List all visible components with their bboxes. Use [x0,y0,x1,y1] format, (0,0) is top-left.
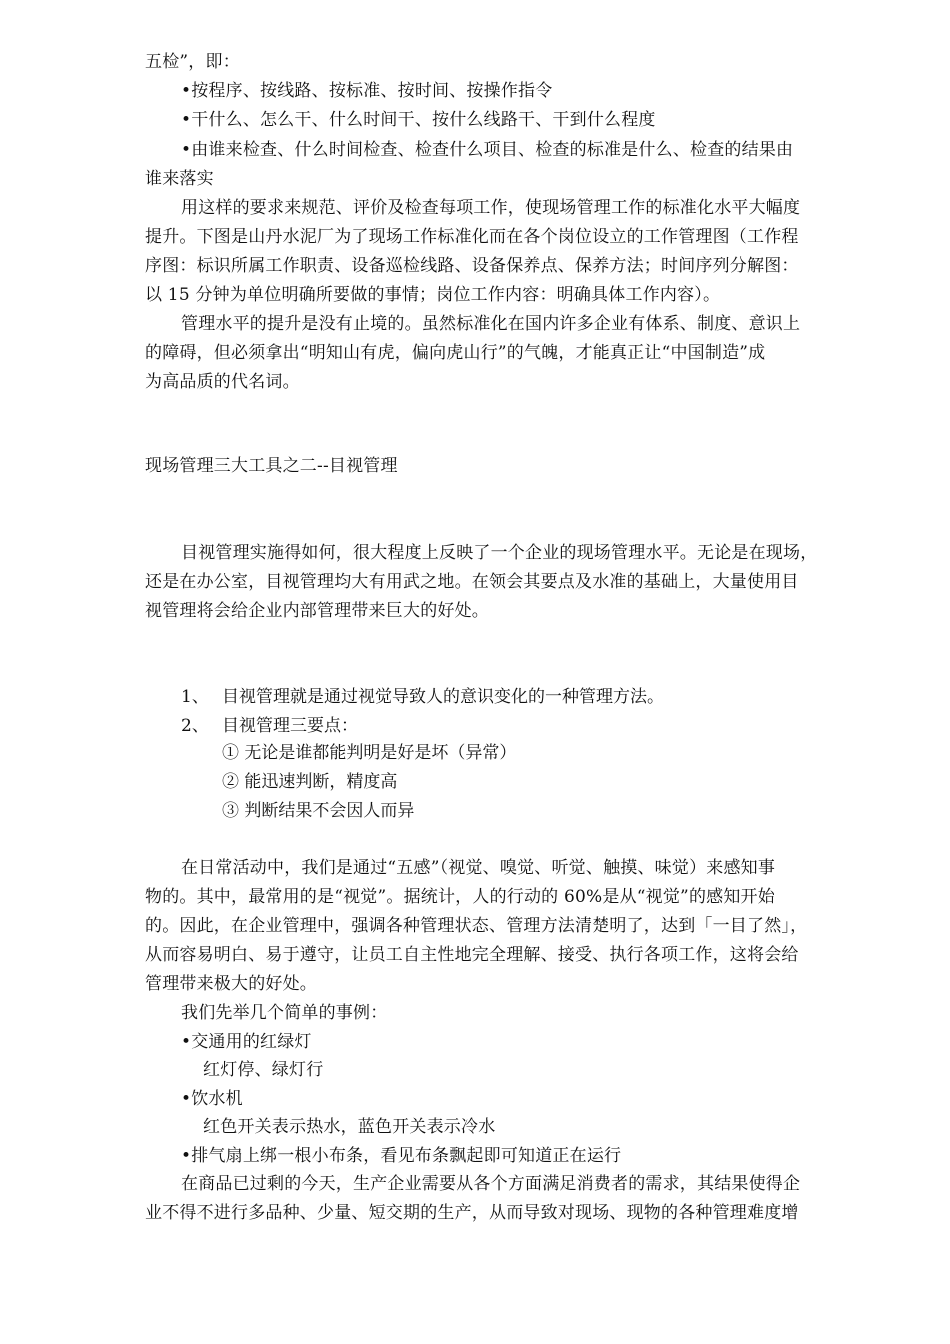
paragraph-line: 视管理将会给企业内部管理带来巨大的好处。 [145,601,489,621]
paragraph-line: 在日常活动中，我们是通过“五感”（视觉、嗅觉、听觉、触摸、味觉）来感知事 [181,858,776,878]
bullet-item: •由谁来检查、什么时间检查、检查什么项目、检查的标准是什么、检查的结果由 [181,140,794,160]
bullet-subtext: 红色开关表示热水，蓝色开关表示冷水 [203,1117,496,1137]
sub-list-item: ③ 判断结果不会因人而异 [222,801,415,821]
bullet-item: •干什么、怎么干、什么时间干、按什么线路干、干到什么程度 [181,110,656,130]
list-item: 目视管理三要点： [222,716,358,736]
paragraph-line: 我们先举几个简单的事例： [181,1003,388,1023]
paragraph-line: 在商品已过剩的今天，生产企业需要从各个方面满足消费者的需求，其结果使得企 [181,1174,801,1194]
bullet-item: •按程序、按线路、按标准、按时间、按操作指令 [181,81,553,101]
paragraph-line: 以 15 分钟为单位明确所要做的事情；岗位工作内容：明确具体工作内容）。 [145,285,721,305]
paragraph-line: 序图：标识所属工作职责、设备巡检线路、设备保养点、保养方法；时间序列分解图： [145,256,799,276]
bullet-item: •饮水机 [181,1089,243,1109]
paragraph-line: 管理带来极大的好处。 [145,974,317,994]
list-number: 2、 [181,716,209,736]
sub-list-item: ① 无论是谁都能判明是好是坏（异常） [222,743,517,763]
paragraph-line: 提升。下图是山丹水泥厂为了现场工作标准化而在各个岗位设立的工作管理图（工作程 [145,227,799,247]
paragraph-line: 五检”，即： [145,52,240,72]
paragraph-line: 物的。其中，最常用的是“视觉”。据统计，人的行动的 60%是从“视觉”的感知开始 [145,887,775,907]
section-heading: 现场管理三大工具之二--目视管理 [145,456,398,476]
paragraph-line: 业不得不进行多品种、少量、短交期的生产，从而导致对现场、现物的各种管理难度增 [145,1203,799,1223]
paragraph-line: 的障碍，但必须拿出“明知山有虎，偏向虎山行”的气魄，才能真正让“中国制造”成 [145,343,766,363]
paragraph-line: 用这样的要求来规范、评价及检查每项工作，使现场管理工作的标准化水平大幅度 [181,198,801,218]
bullet-subtext: 红灯停、绿灯行 [203,1060,324,1080]
list-number: 1、 [181,687,209,707]
paragraph-line: 管理水平的提升是没有止境的。虽然标准化在国内许多企业有体系、制度、意识上 [181,314,801,334]
paragraph-line: 的。因此，在企业管理中，强调各种管理状态、管理方法清楚明了，达到「一目了然」， [145,916,808,936]
paragraph-line: 从而容易明白、易于遵守，让员工自主性地完全理解、接受、执行各项工作，这将会给 [145,945,799,965]
list-item: 目视管理就是通过视觉导致人的意识变化的一种管理方法。 [222,687,664,707]
paragraph-line: 谁来落实 [145,169,214,189]
bullet-item: •排气扇上绑一根小布条，看见布条飘起即可知道正在运行 [181,1146,622,1166]
paragraph-line: 还是在办公室，目视管理均大有用武之地。在领会其要点及水准的基础上，大量使用目 [145,572,799,592]
bullet-item: •交通用的红绿灯 [181,1032,312,1052]
sub-list-item: ② 能迅速判断，精度高 [222,772,398,792]
paragraph-line: 为高品质的代名词。 [145,372,300,392]
paragraph-line: 目视管理实施得如何，很大程度上反映了一个企业的现场管理水平。无论是在现场， [181,543,818,563]
